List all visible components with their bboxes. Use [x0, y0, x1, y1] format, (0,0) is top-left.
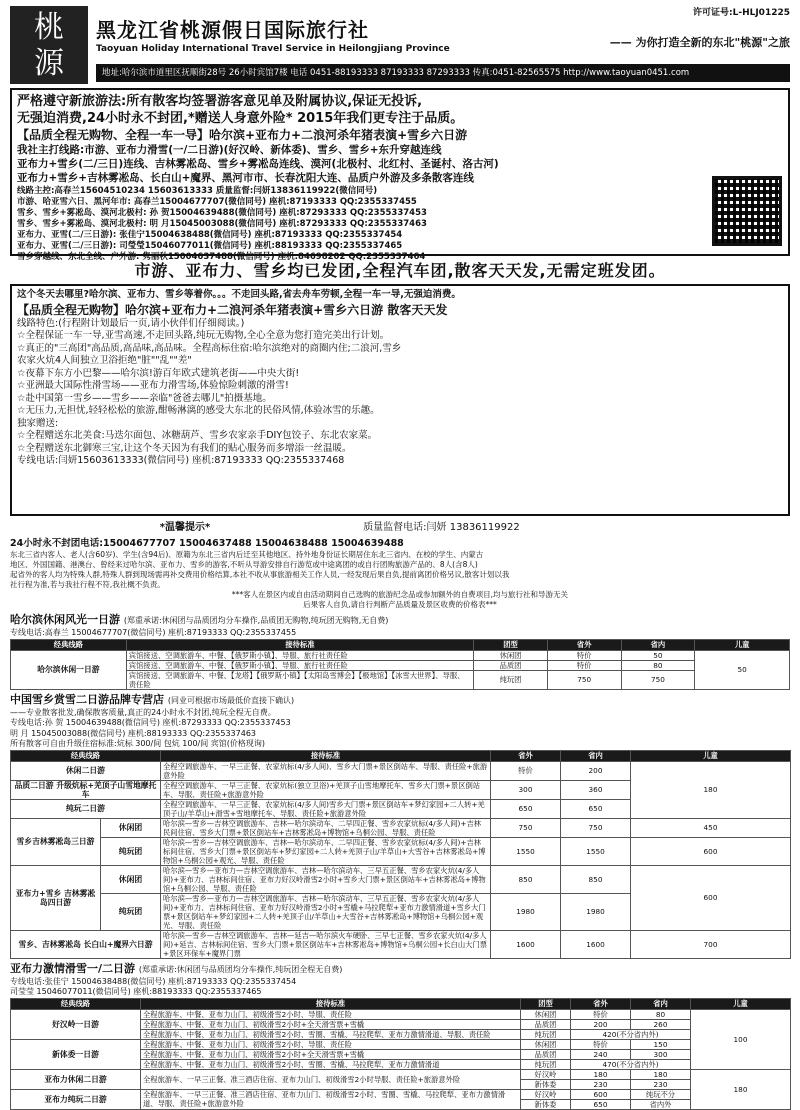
col-header: 省外 — [491, 750, 561, 761]
price-in: 1550 — [561, 837, 631, 865]
price-out: 850 — [491, 865, 561, 893]
price-out: 470(不分省内外) — [571, 1059, 691, 1069]
contact-row: 亚布力、亚雪(二/三日游): 司瑩瑩15046077011(微信同号) 座机:88193333 QQ:2355337465 — [17, 241, 403, 251]
policy-line-1: 严格遵守新旅游法:所有散客均签署游客意见单及附属协议,保证无投诉, — [17, 94, 423, 109]
tour-type: 休闲团 — [474, 650, 548, 660]
harbin-section — [10, 613, 790, 690]
section-title: 哈尔滨休闲风光一日游 — [10, 613, 120, 626]
table-row — [11, 930, 791, 958]
table-row — [11, 818, 791, 837]
section-phone: 专线电话:高春兰 15004677707(微信同号) 座机:87193333 QQ:2355337455 — [10, 628, 297, 637]
qr-code-icon — [712, 176, 782, 246]
route-name: 亚布力休闲二日游 — [11, 1069, 141, 1089]
standard: 宾馆接送、空调旅游车、中餐、【俄罗斯小镇】、导服、旅行社责任险 — [126, 660, 473, 670]
tour-feature-box — [10, 284, 790, 516]
tip-text: 地区、外国国籍、港澳台、曾经来过哈尔滨、亚布力、雪乡的游客,不听从导游安排自行游览或中途离团的或自行团购旅游产品的、8人(含8人) — [10, 560, 478, 569]
tour-type: 纯玩团 — [101, 893, 161, 930]
standard: 全程空调旅游车、一早三正餐、农家炕标(4/多人间)、雪乡大门票+景区倒站车、导服、责任险+旅游意外险 — [161, 761, 491, 780]
price-out: 特价 — [547, 650, 621, 660]
notice-line: ***客人在景区内或自由活动期间自己选购的旅游纪念品或参加额外的自费项目,均与旅行社和导游无关 — [231, 590, 569, 599]
section-title: 中国雪乡赏雪二日游品牌专营店 — [10, 692, 164, 706]
price-in: 750 — [621, 670, 695, 689]
section-note: (同业可根据市场最低价直接下确认) — [167, 695, 295, 705]
route-name: 亚布力+雪乡 吉林雾凇岛四日游 — [11, 865, 101, 930]
table-row — [11, 670, 790, 689]
tour-type: 休闲团 — [521, 1009, 571, 1019]
standard: 全程旅游车、中餐、亚布力山门、初级滑雪2小时、雪圈、雪橇、马拉爬犁、亚布力激情滑道、导服、责任险 — [141, 1029, 521, 1039]
standard: 全程空调旅游车、一早三正餐、农家炕标(4/多人间)雪乡大门票+景区倒站车+梦幻家园+二人转+羌顶子山/羊草山+滑雪+雪地摩托车、导服、责任险+旅游意外险 — [161, 799, 491, 818]
price-in: 80 — [621, 660, 695, 670]
col-header: 经典线路 — [11, 998, 141, 1009]
tour-type: 品质团 — [521, 1049, 571, 1059]
slogan: —— 为你打造全新的东北"桃源"之旅 — [609, 36, 790, 49]
col-header: 接待标准 — [141, 998, 521, 1009]
main-routes-2: 亚布力+雪乡(二/三日)连线、吉林雾凇岛、雪乡+雾凇岛连线、漠河(北极村、北红村、圣诞村、洛古河) — [17, 158, 499, 170]
table-row — [11, 761, 791, 780]
contact-bar: 地址:哈尔滨市道里区抚顺街28号 26小时宾馆7楼 电话 0451-88193333 87193333 87293333 传真:0451-82565575 http://www.taoyuan0451.com — [96, 64, 790, 82]
table-row — [11, 1039, 791, 1049]
main-routes-3: 亚布力+雪乡+吉林雾凇岛、长白山+魔界、黑河市市、长春沈阳大连、品质户外游及多条散客连线 — [17, 172, 474, 184]
contact-row: 市游、哈亚雪六日、黑河年市: 高春兰15004677707(微信同号) 座机:87193333 QQ:2355337455 — [17, 197, 417, 207]
tour-type: 新体委 — [521, 1079, 571, 1089]
standard: 全程旅游车、中餐、亚布力山门、初级滑雪2小时、导服、责任险 — [141, 1009, 521, 1019]
col-header: 接待标准 — [126, 639, 473, 650]
price-out: 420(不分省内外) — [571, 1029, 691, 1039]
price-in: 300 — [631, 1049, 691, 1059]
policy-line-2: 无强迫消费,24小时永不封团,*赠送人身意外险* 2015年我们更专注于品质。 — [17, 111, 464, 126]
section-note: (郑重承诺:休闲团与品质团均分车操作,纯玩团全程无自费) — [138, 964, 343, 974]
feature-line: ☆无压力,无担忧,轻轻松松的旅游,酣畅淋漓的感受大东北的民俗风情,体验冰雪的乐趣。 — [17, 405, 380, 416]
company-name-cn: 黑龙江省桃源假日国际旅行社 — [96, 18, 369, 42]
notice-line: 后果客人自负,请自行判断产品质量及景区收费的价格表*** — [303, 600, 497, 609]
standard: 全程旅游车、中餐、亚布力山门、初级滑雪2小时、导服、责任险 — [141, 1039, 521, 1049]
section-line: ——专业散客批发,确保散客质量,真正的24小时永不封团,纯玩全程无自费。 — [10, 707, 276, 717]
col-header: 儿童 — [691, 998, 791, 1009]
standard: 宾馆接送、空调旅游车、中餐、【龙塔】【俄罗斯小镇】【太阳岛雪博会】【极地馆】【冰雪大世界】、导服、责任险 — [126, 670, 473, 689]
route-name: 纯玩二日游 — [11, 799, 161, 818]
harbin-price-table — [10, 639, 790, 690]
feature-line: 线路特色:(行程附计划最后一页,请小伙伴们仔细阅读。) — [17, 317, 245, 329]
price-out: 1550 — [491, 837, 561, 865]
standard: 全程旅游车、中餐、亚布力山门、初级滑雪2小时+全天滑雪票+雪橇 — [141, 1049, 521, 1059]
snow-town-section — [10, 693, 790, 959]
tour-type: 休闲团 — [521, 1039, 571, 1049]
section-phone: 明 月 15045003088(微信同号) 座机:88193333 QQ:2355337463 — [10, 728, 257, 738]
price-child: 50 — [695, 650, 790, 689]
price-child: 180 — [631, 761, 791, 818]
col-header: 省外 — [571, 998, 631, 1009]
price-in: 省内外 — [631, 1099, 691, 1109]
tour-type: 纯玩团 — [521, 1059, 571, 1069]
license-number: 许可证号:L-HLJ01225 — [693, 8, 790, 18]
contact-row: 雪乡穿越线、东北全线、户外游: 隽丽秋15004637488(微信同号) 座机:84698202 QQ:2355337464 — [17, 252, 426, 262]
price-in: 150 — [631, 1039, 691, 1049]
feature-line: 专线电话:闫妍15603613333(微信同号) 座机:87193333 QQ:2355337468 — [17, 455, 345, 466]
standard: 全程旅游车、一早三正餐、准三酒店住宿、亚布力山门、初级滑雪2小时导服、责任险+旅游意外险 — [141, 1069, 521, 1089]
company-name-en: Taoyuan Holiday International Travel Service in Heilongjiang Province — [96, 44, 450, 54]
table-row — [11, 1089, 791, 1099]
price-in: 纯玩不分 — [631, 1089, 691, 1099]
tour-type: 纯玩团 — [474, 670, 548, 689]
route-name: 雪乡吉林雾凇岛三日游 — [11, 818, 101, 865]
col-header: 省内 — [631, 998, 691, 1009]
feature-line: ☆全程赠送东北御寒三宝,让这个冬天因为有我们的贴心服务而多增添一丝温暖。 — [17, 442, 352, 454]
col-header: 经典线路 — [11, 639, 127, 650]
tour-type: 休闲团 — [101, 818, 161, 837]
tour-type: 好汉岭 — [521, 1089, 571, 1099]
policy-box — [10, 88, 790, 262]
price-out: 特价 — [491, 761, 561, 780]
table-row — [11, 837, 791, 865]
feature-line: ☆全程赠送东北美食:马迭尔面包、冰糖葫芦、雪乡农家亲手DIY包饺子、东北农家菜。 — [17, 430, 378, 441]
main-routes-1: 我社主打线路:市游、亚布力滑雪(一/二日游)(好汉岭、新体委)、雪乡、雪乡+东升穿越连线 — [17, 144, 442, 156]
tip-text: 起省外的客人均为特殊人群,特殊人群到现场需再补交费用价格结算,本社不收从事旅游相关工作人员,一经发现后果自负,提前离团价格另议,散客计划以我 — [10, 570, 510, 579]
standard: 全程空调旅游车、一早三正餐、农家炕标(独立卫浴)+羌顶子山雪地摩托车、雪乡大门票+景区倒站车、导服、责任险+旅游意外险 — [161, 780, 491, 799]
section-phone: 专线电话:孙 贺 15004639488(微信同号) 座机:87293333 QQ:2355337453 — [10, 718, 291, 727]
route-name: 好汉岭一日游 — [11, 1009, 141, 1039]
tour-type: 好汉岭 — [521, 1069, 571, 1079]
price-in: 1600 — [561, 930, 631, 958]
price-out: 180 — [571, 1069, 631, 1079]
header — [10, 6, 790, 88]
price-out: 750 — [547, 670, 621, 689]
price-child: 600 — [631, 865, 791, 930]
contact-row: 雪乡、雪乡+雾凇岛、漠河北极村: 孙 贺15004639488(微信同号) 座机:87293333 QQ:2355337453 — [17, 208, 427, 218]
tour-title: 【品质全程无购物】哈尔滨+亚布力+二浪河杀年猪表演+雪乡六日游 散客天天发 — [17, 302, 448, 317]
price-out: 750 — [491, 818, 561, 837]
section-phone: 专线电话:张佳宁 15004638488(微信同号) 座机:87193333 QQ:2355337454 — [10, 976, 297, 986]
yabuli-price-table — [10, 998, 791, 1110]
price-out: 650 — [491, 799, 561, 818]
table-row — [11, 1069, 791, 1079]
price-out: 特价 — [571, 1039, 631, 1049]
section-note: (郑重承诺:休闲团与品质团均分车操作,品质团无购物,纯玩团无购物,无自费) — [123, 616, 389, 625]
price-out: 特价 — [547, 660, 621, 670]
standard: 哈尔滨—雪乡—亚布力—吉林空调旅游车、吉林—哈尔滨动车、三早五正餐、雪乡农家火炕(4/多人间)+亚布力、吉林标间住宿、亚布力好汉岭滑雪2小时+雪橇+马拉爬犁+亚布力激情滑道+雪乡大门票+景区倒站车+梦幻家园+二人转+羌顶子山/羊草山+大雪谷+吉林雾凇岛+博物馆+乌桐公园+观光、导服、责任险 — [161, 893, 491, 930]
departure-banner: 市游、亚布力、雪乡均已发团,全程汽车团,散客天天发,无需定班发团。 — [134, 261, 666, 280]
price-out: 650 — [571, 1099, 631, 1109]
price-out: 600 — [571, 1089, 631, 1099]
feature-line: ☆全程保证一车一导,亚雪高速,不走回头路,纯玩无购物,全心全意为您打造完美出行计划。 — [17, 330, 390, 341]
tour-type: 休闲团 — [101, 865, 161, 893]
supervise-phone: 质量监督电话:闫妍 13836119922 — [363, 522, 520, 533]
table-row — [11, 660, 790, 670]
price-in: 750 — [561, 818, 631, 837]
tour-type: 品质团 — [521, 1019, 571, 1029]
col-header: 团型 — [474, 639, 548, 650]
standard: 全程旅游车、中餐、亚布力山门、初级滑雪2小时、雪圈、雪橇、马拉爬犁、亚布力激情滑道 — [141, 1059, 521, 1069]
price-in: 80 — [631, 1009, 691, 1019]
price-in: 260 — [631, 1019, 691, 1029]
feature-line: 独家赠送: — [17, 417, 59, 429]
tip-text: 东北三省内客人、老人(含60岁)、学生(含94后)、原籍为东北三省内后迁至其他地区、持外地身份证长期居住东北三省内、在校的学生、内蒙古 — [10, 550, 484, 559]
price-in: 50 — [621, 650, 695, 660]
tips-section — [10, 521, 790, 610]
route-name: 新体委一日游 — [11, 1039, 141, 1069]
standard: 哈尔滨—雪乡—亚布力—吉林空调旅游车、吉林—哈尔滨动车、三早五正餐、雪乡农家火炕(4/多人间)+亚布力、吉林标间住宿、亚布力好汉岭滑雪2小时+雪乡大门票+景区倒站车+吉林雾凇岛+博物馆+乌桐公园、导服、责任险 — [161, 865, 491, 893]
price-out: 特价 — [571, 1009, 631, 1019]
tour-type: 新体委 — [521, 1099, 571, 1109]
tip-text: 社行程为准,若与我社行程不符,我社概不负责。 — [10, 580, 165, 589]
logo-char-1: 桃 — [34, 10, 64, 45]
feature-line: ☆亚洲最大国际性滑雪场——亚布力滑雪场,体验惊险刺激的滑雪! — [17, 380, 289, 391]
route-name: 亚布力纯玩二日游 — [11, 1089, 141, 1109]
route-name: 休闲二日游 — [11, 761, 161, 780]
col-header: 儿童 — [695, 639, 790, 650]
price-in: 850 — [561, 865, 631, 893]
feature-line: ☆夜幕下东方小巴黎——哈尔滨!游百年欧式建筑老街——中央大街! — [17, 367, 300, 379]
route-name: 品质二日游 升级炕标+羌顶子山雪地摩托车 — [11, 780, 161, 799]
standard: 哈尔滨—雪乡—吉林空调旅游车、吉林—延吉—哈尔滨火车硬卧、三早七正餐、雪乡农家火炕(4/多人间)+延吉、吉林标间住宿、雪乡大门票+景区倒站车+吉林雾凇岛+博物馆+乌桐公园+长白山大门票+景区环保车+魔界门票 — [161, 930, 491, 958]
price-out: 240 — [571, 1049, 631, 1059]
route-name: 哈尔滨休闲一日游 — [11, 650, 127, 689]
col-header: 接待标准 — [161, 750, 491, 761]
price-child: 180 — [691, 1069, 791, 1109]
price-child: 450 — [631, 818, 791, 837]
tips-title: *温馨提示* — [159, 522, 211, 533]
contact-row: 亚布力、亚雪(二/三日游): 张佳宁15004638488(微信同号) 座机:87193333 QQ:2355337454 — [17, 230, 403, 240]
price-out: 200 — [571, 1019, 631, 1029]
standard: 宾馆接送、空调旅游车、中餐、【俄罗斯小镇】、导服、旅行社责任险 — [126, 650, 473, 660]
standard: 哈尔滨—雪乡—吉林空调旅游车、吉林—哈尔滨动车、二早四正餐、雪乡农家炕标(4/多人间)+吉林民间住宿、雪乡大门票+景区倒站车+吉林雾凇岛+博物馆+乌桐公园、导服、责任险 — [161, 818, 491, 837]
feature-line: 农家火炕4人间独立卫浴拒绝"脏""乱""差" — [17, 355, 192, 366]
price-in: 200 — [561, 761, 631, 780]
featured-route: 【品质全程无购物、全程一车一导】哈尔滨+亚布力+二浪河杀年猪表演+雪乡六日游 — [17, 128, 468, 142]
col-header: 省外 — [547, 639, 621, 650]
tour-question: 这个冬天去哪里?哈尔滨、亚布力、雪乡等着你。。。不走回头路,省去舟车劳顿,全程一车一导,无强迫消费。 — [17, 289, 461, 300]
price-in: 360 — [561, 780, 631, 799]
tour-type: 纯玩团 — [521, 1029, 571, 1039]
tour-type: 品质团 — [474, 660, 548, 670]
route-name: 雪乡、吉林雾凇岛 长白山+魔界六日游 — [11, 930, 161, 958]
price-out: 1980 — [491, 893, 561, 930]
price-child: 600 — [631, 837, 791, 865]
price-child: 700 — [631, 930, 791, 958]
price-in: 1980 — [561, 893, 631, 930]
contact-row: 线路主控:高春兰15604510234 15603613333 质量监督:闫妍13836119922(微信同号) — [17, 186, 378, 196]
table-row — [11, 650, 790, 660]
hotline: 24小时永不封团电话:15004677707 15004637488 15004638488 15004639488 — [10, 538, 404, 549]
feature-line: ☆真正的"三高团"高品质,高品味,高品味。全程高标住宿:哈尔滨绝对的商圈内住;二浪河,雪乡 — [17, 342, 402, 354]
section-title: 亚布力激情滑雪一/二日游 — [10, 961, 136, 975]
price-in: 650 — [561, 799, 631, 818]
price-out: 1600 — [491, 930, 561, 958]
price-child: 100 — [691, 1009, 791, 1069]
yabuli-section — [10, 962, 790, 1110]
col-header: 儿童 — [631, 750, 791, 761]
tour-type: 纯玩团 — [101, 837, 161, 865]
col-header: 省内 — [561, 750, 631, 761]
section-phone: 司莹莹 15046077011(微信同号) 座机:88193333 QQ:2355337465 — [10, 987, 262, 996]
contact-list — [17, 186, 783, 263]
price-in: 230 — [631, 1079, 691, 1089]
price-in: 180 — [631, 1069, 691, 1079]
table-row — [11, 1009, 791, 1019]
company-logo — [10, 6, 88, 84]
standard: 全程旅游车、一早三正餐、准三酒店住宿、亚布力山门、初级滑雪2小时、雪圈、雪橇、马拉爬犁、亚布力激情滑道、导服、责任险+旅游意外险 — [141, 1089, 521, 1109]
upgrade-note: 所有散客可自由升级住宿标准:炕标 300/间 包炕 100/间 宾馆(价格现询) — [10, 739, 266, 748]
snow-town-price-table — [10, 750, 791, 959]
col-header: 团型 — [521, 998, 571, 1009]
col-header: 经典线路 — [11, 750, 161, 761]
col-header: 省内 — [621, 639, 695, 650]
standard: 全程旅游车、中餐、亚布力山门、初级滑雪2小时+全天滑雪票+雪橇 — [141, 1019, 521, 1029]
price-out: 230 — [571, 1079, 631, 1089]
logo-char-2: 源 — [34, 46, 64, 81]
contact-row: 雪乡、雪乡+雾凇岛、漠河北极村: 明 月15045003088(微信同号) 座机:87293333 QQ:2355337463 — [17, 219, 427, 229]
standard: 哈尔滨—雪乡—吉林空调旅游车、吉林—哈尔滨动车、二早四正餐、雪乡农家炕标(4/多人间)+吉林标间住宿、雪乡大门票+景区倒站车+梦幻家园+二人转+羌顶子山/羊草山+大雪谷+吉林雾凇岛+博物馆+乌桐公园+观光、导服、责任险 — [161, 837, 491, 865]
price-out: 300 — [491, 780, 561, 799]
feature-line: ☆赴中国第一雪乡——雪乡——亲临"爸爸去哪儿"拍摄基地。 — [17, 392, 272, 404]
table-row — [11, 865, 791, 893]
